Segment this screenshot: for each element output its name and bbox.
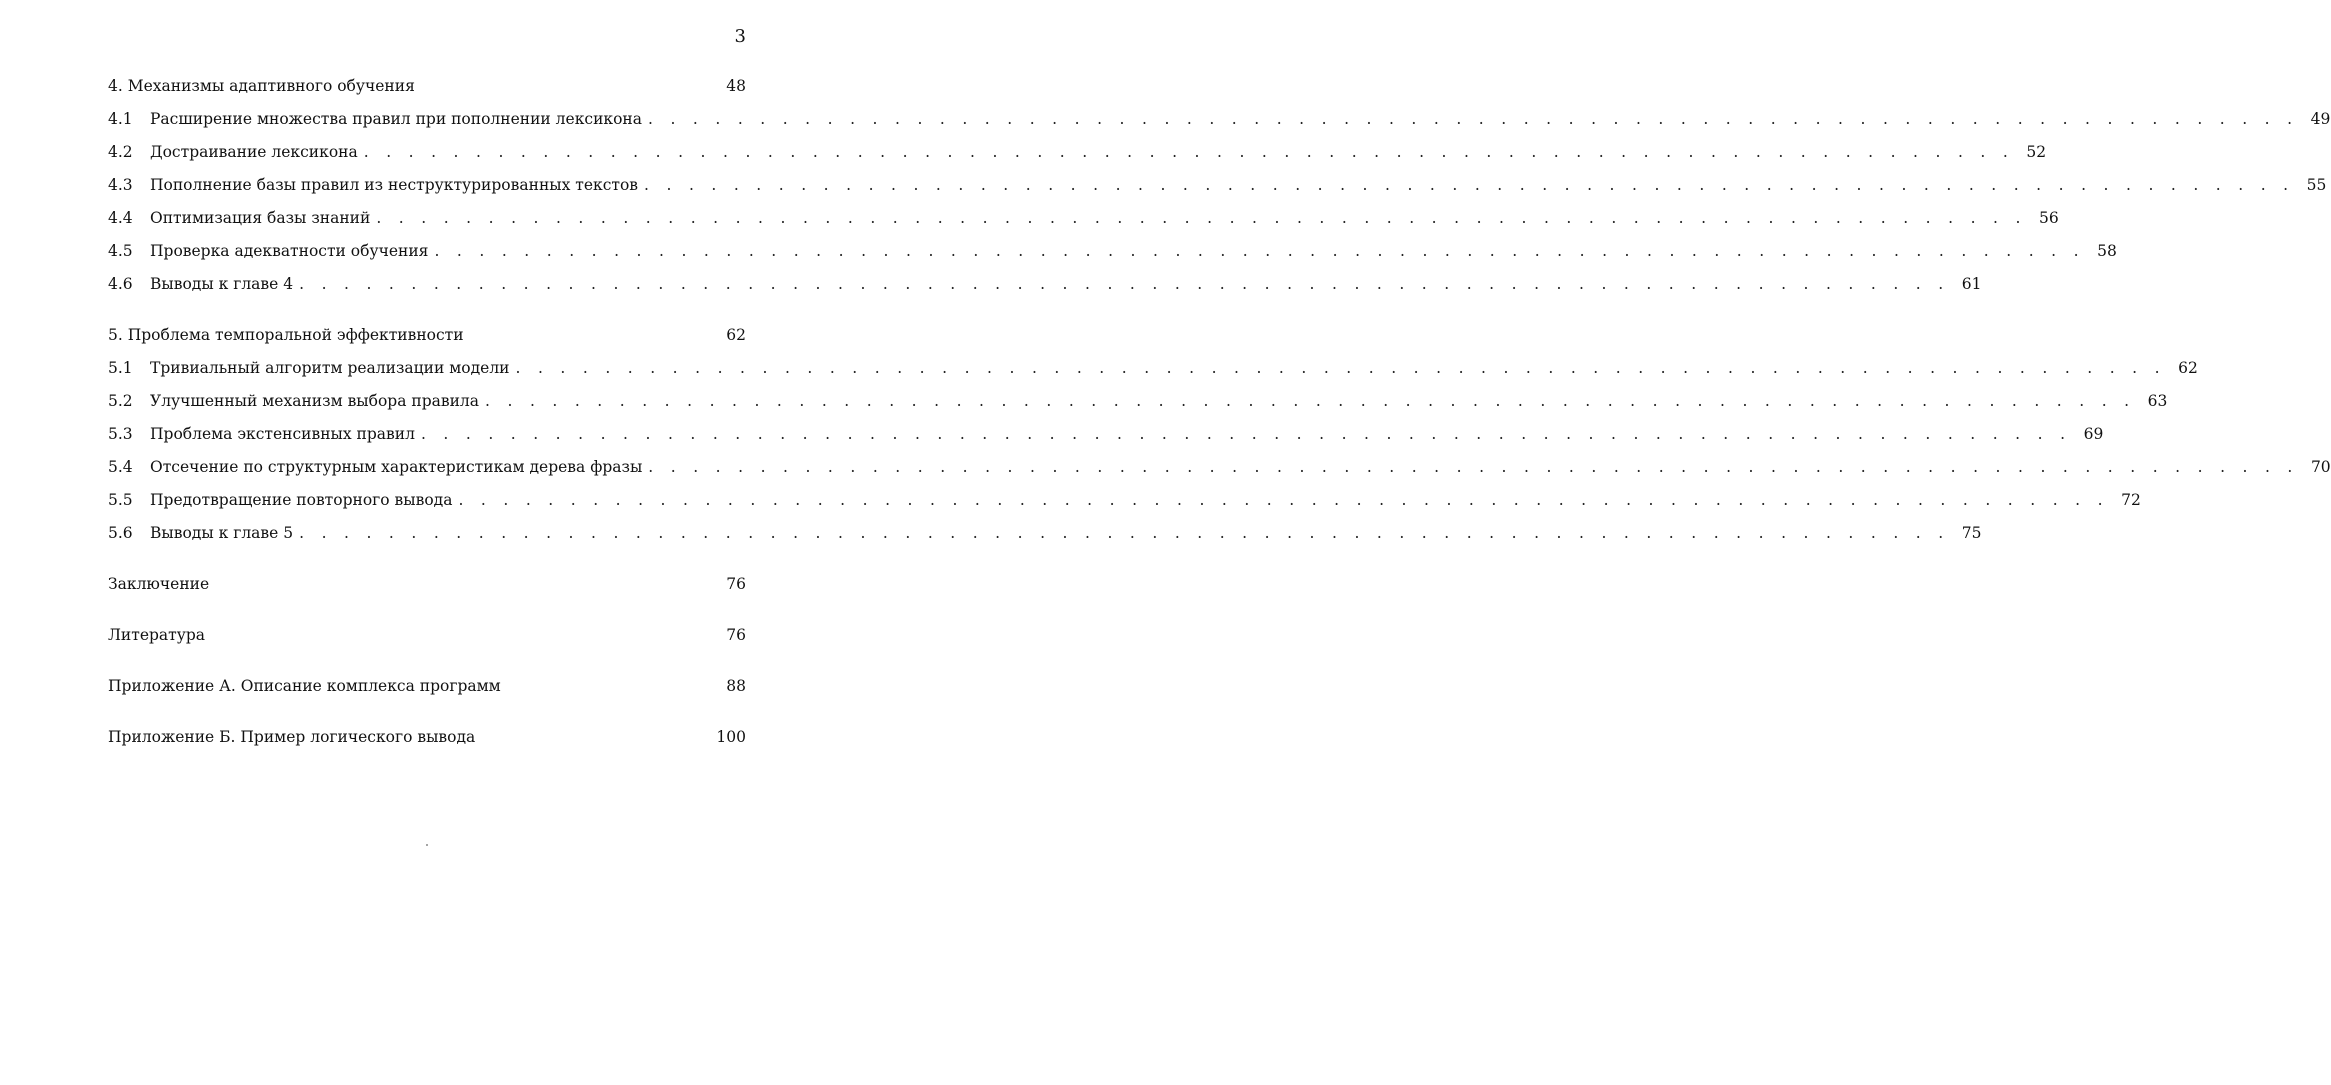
table-of-contents (108, 76, 2331, 760)
section-number: 4.6 (108, 275, 133, 293)
section-title: Оптимизация базы знаний (150, 209, 371, 227)
chapter-title: Приложение А. Описание комплекса программ (108, 677, 501, 695)
chapter-page: 88 (726, 677, 746, 695)
toc-section-5-6[interactable] (108, 523, 1982, 556)
dot-leader (510, 358, 2166, 378)
toc-section-4-4[interactable] (108, 208, 2059, 241)
section-title: Проблема экстенсивных правил (150, 425, 415, 443)
section-title: Улучшенный механизм выбора правила (150, 392, 480, 410)
chapter-title: Приложение Б. Пример логического вывода (108, 728, 476, 746)
toc-literature[interactable] (108, 625, 746, 658)
section-page: 63 (2147, 392, 2168, 410)
toc-chapter-5[interactable] (108, 325, 746, 358)
section-title: Отсечение по структурным характеристикам дерева фразы (150, 458, 643, 476)
dot-leader (415, 424, 2071, 444)
dot-leader (358, 142, 2014, 162)
dot-leader (370, 208, 2026, 228)
section-page: 62 (2178, 359, 2198, 377)
toc-section-5-3[interactable] (108, 424, 2104, 457)
section-title: Тривиальный алгоритм реализации модели (150, 359, 510, 377)
section-title: Проверка адекватности обучения (150, 242, 429, 260)
section-page: 69 (2083, 425, 2104, 443)
toc-section-5-5[interactable] (108, 490, 2141, 523)
dot-leader (293, 274, 1949, 294)
page-number: 3 (734, 26, 746, 47)
toc-appendix-a[interactable] (108, 676, 746, 709)
chapter-title: Литература (108, 626, 206, 644)
section-page: 56 (2038, 209, 2059, 227)
section-number: 4.3 (108, 176, 133, 194)
toc-chapter-4[interactable] (108, 76, 746, 109)
toc-section-5-1[interactable] (108, 358, 2198, 391)
chapter-title: 5. Проблема темпоральной эффективности (108, 326, 464, 344)
chapter-page: 76 (726, 626, 746, 644)
chapter-page: 100 (716, 728, 746, 746)
chapter-page: 62 (726, 326, 746, 344)
toc-appendix-b[interactable] (108, 727, 746, 760)
section-page: 72 (2121, 491, 2141, 509)
dot-leader (293, 523, 1949, 543)
chapter-page: 76 (726, 575, 746, 593)
section-number: 5.2 (108, 392, 133, 410)
toc-section-4-5[interactable] (108, 241, 2117, 274)
section-page: 55 (2306, 176, 2327, 194)
toc-section-4-6[interactable] (108, 274, 1982, 307)
section-page: 75 (1961, 524, 1982, 542)
section-number: 4.4 (108, 209, 133, 227)
section-number: 5.5 (108, 491, 133, 509)
dot-leader (638, 175, 2294, 195)
section-title: Предотвращение повторного вывода (150, 491, 453, 509)
section-title: Расширение множества правил при пополнении лексикона (150, 110, 642, 128)
dot-leader (452, 490, 2108, 510)
toc-section-4-1[interactable] (108, 109, 2331, 142)
dot-leader (642, 457, 2298, 477)
toc-section-4-3[interactable] (108, 175, 2327, 208)
toc-section-5-4[interactable] (108, 457, 2331, 490)
toc-section-4-2[interactable] (108, 142, 2047, 175)
chapter-page: 48 (726, 77, 746, 95)
chapter-title: 4. Механизмы адаптивного обучения (108, 77, 415, 95)
dot-leader (428, 241, 2084, 261)
section-page: 61 (1961, 275, 1982, 293)
section-title: Выводы к главе 5 (150, 524, 294, 542)
section-page: 70 (2310, 458, 2331, 476)
section-title: Выводы к главе 4 (150, 275, 294, 293)
section-page: 49 (2310, 110, 2331, 128)
section-number: 5.1 (108, 359, 133, 377)
section-number: 4.5 (108, 242, 133, 260)
section-page: 58 (2097, 242, 2117, 260)
chapter-title: Заключение (108, 575, 210, 593)
dot-leader (479, 391, 2135, 411)
section-number: 5.6 (108, 524, 133, 542)
scan-speck (426, 844, 428, 846)
toc-conclusion[interactable] (108, 574, 746, 607)
section-number: 5.4 (108, 458, 133, 476)
section-title: Достраивание лексикона (150, 143, 358, 161)
section-title: Пополнение базы правил из неструктурированных текстов (150, 176, 639, 194)
section-number: 4.2 (108, 143, 133, 161)
dot-leader (642, 109, 2298, 129)
section-page: 52 (2026, 143, 2047, 161)
toc-section-5-2[interactable] (108, 391, 2168, 424)
section-number: 4.1 (108, 110, 133, 128)
section-number: 5.3 (108, 425, 133, 443)
